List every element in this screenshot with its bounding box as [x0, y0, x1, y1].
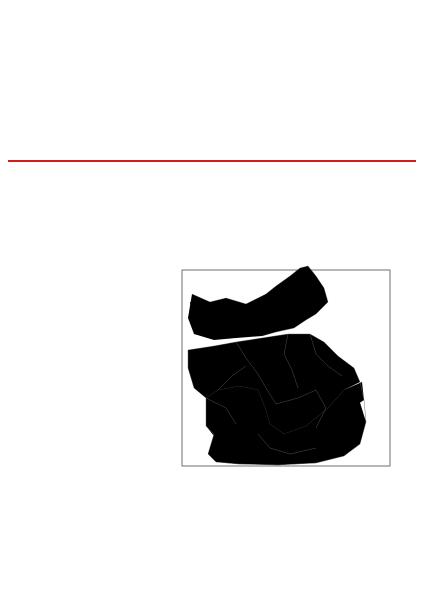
header-rule — [8, 160, 416, 162]
masthead — [14, 10, 410, 102]
soil-moisture-map — [166, 258, 414, 490]
region-70-80-spot — [275, 397, 297, 423]
